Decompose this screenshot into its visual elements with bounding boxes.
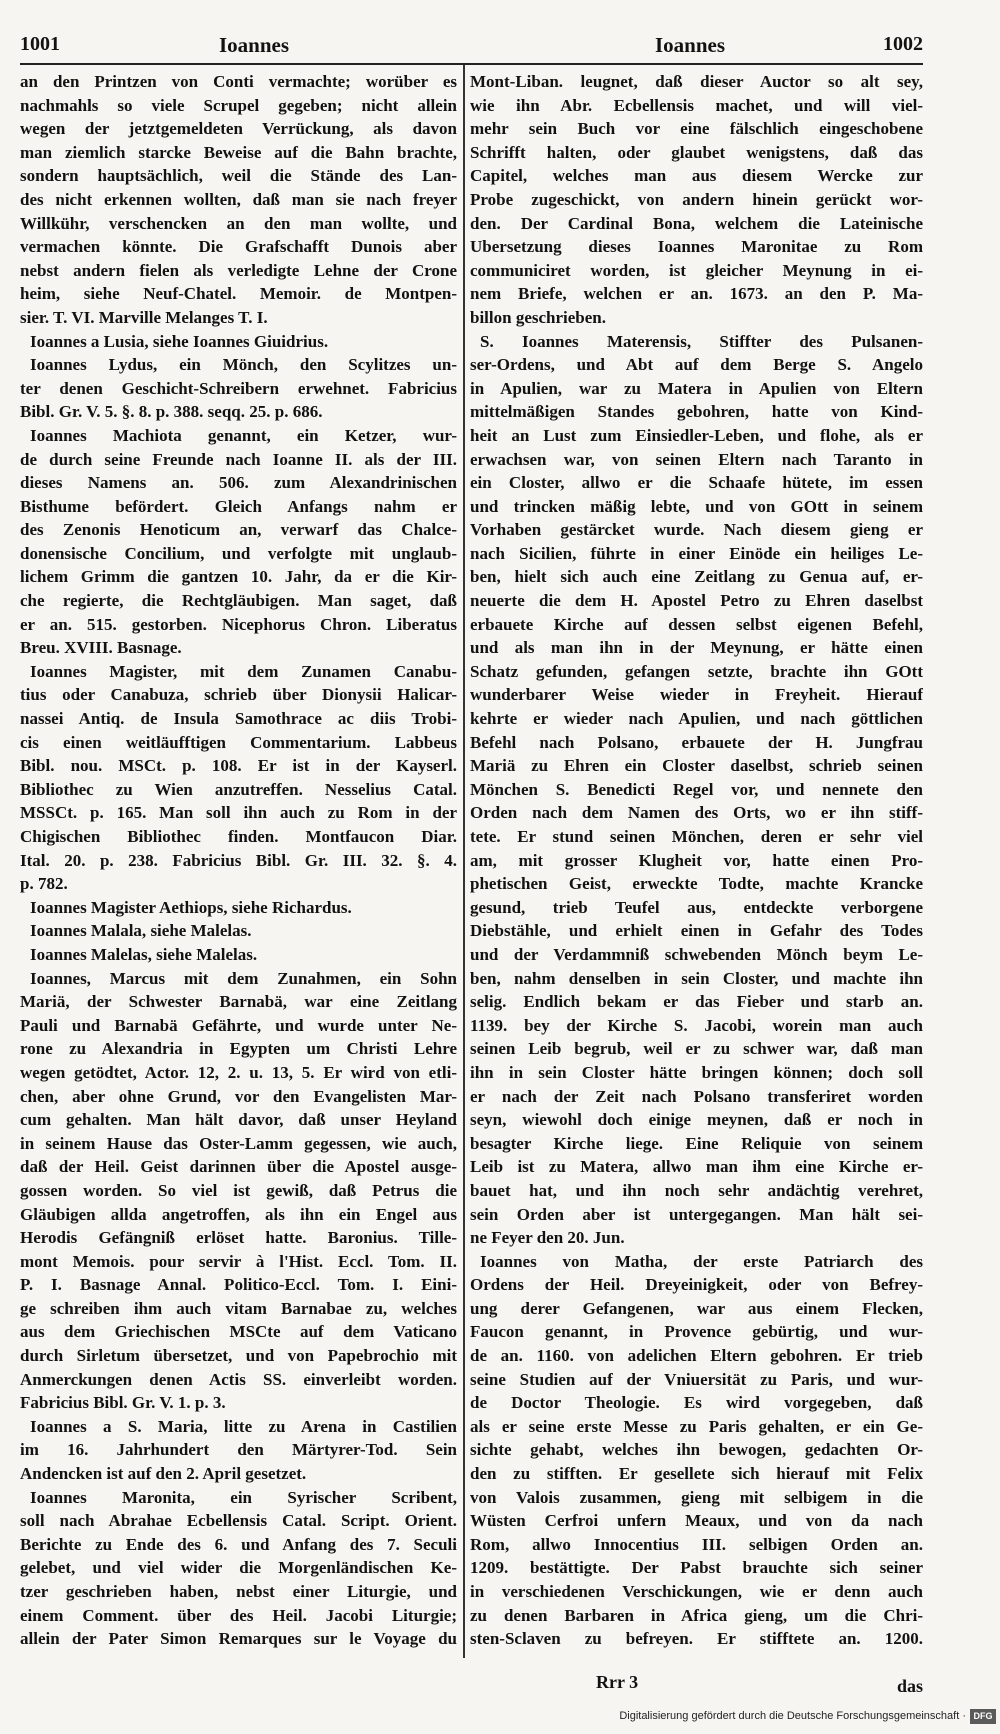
text-line: ne Feyer den 20. Jun.	[470, 1228, 625, 1248]
text-line	[470, 1250, 923, 1274]
text-line: Faucon genannt, in Provence gebürtig, und wur-	[470, 1322, 923, 1342]
text-line: in Apulien, war zu Matera in Apulien von Eltern	[470, 378, 923, 398]
text-line: tzer geschrieben haben, nebst einer Liturgie, und	[20, 1582, 457, 1601]
page-number-right: 1002	[883, 33, 923, 55]
text-line: Mont-Liban. leugnet, daß dieser Auctor so alt sey,	[470, 72, 923, 91]
text-line: neuerte die dem H. Apostel Petro zu Ehren daselbst	[470, 591, 923, 611]
text-line: de an. 1160. von adelichen Eltern gebohren. Er trieb	[470, 1346, 923, 1366]
text-line: 1209. bestättigte. Der Pabst brauchte sich seiner	[470, 1558, 923, 1578]
text-line: vermachen könnte. Die Grafschafft Dunois aber	[20, 237, 457, 257]
text-line: de Doctor Theologie. Es wird vorgegeben, daß	[470, 1393, 923, 1413]
text-line: Befehl nach Polsano, erbauete der H. Jungfrau	[470, 732, 923, 752]
text-line: Orden nach dem Namen des Orts, wo er ihn stiff-	[470, 803, 923, 823]
text-line: cum gehalten. Man hält davor, daß unser Heyland	[20, 1110, 457, 1130]
text-line: ge schreiben ihm auch vitam Barnabae zu, welches	[20, 1298, 457, 1318]
text-line: phetischen Geist, erweckte Todte, machte Krancke	[470, 874, 923, 894]
entry-text: litte zu Arena in Castilien	[207, 1416, 457, 1436]
text-line: ben, nahm denselben in sein Closter, und machte ihn	[470, 968, 923, 988]
text-line: Herodis Gefängniß erlöset hatte. Baronius. Tille-	[20, 1228, 457, 1248]
text-line: des Zenonis Henoticum an, verwarf das Chalce-	[20, 520, 457, 540]
text-line: sondern hauptsächlich, weil die Stände des Lan-	[20, 166, 457, 186]
text-line: Breu. XVIII. Basnage.	[20, 638, 182, 658]
text-line: nebst andern fielen als verledigte Lehne der Crone	[20, 260, 457, 280]
text-line: P. I. Basnage Annal. Politico-Eccl. Tom. I. Eini-	[20, 1275, 457, 1295]
text-line: heim, siehe Neuf-Chatel. Memoir. de Montpen-	[20, 284, 457, 304]
text-line: wie ihn Abr. Ecbellensis machet, und will viel-	[470, 95, 923, 115]
text-line: er nach der Zeit nach Polsano transferiret worden	[470, 1086, 923, 1106]
text-line: Fabricius Bibl. Gr. V. 1. p. 3.	[20, 1393, 226, 1413]
page-number-left: 1001	[20, 33, 60, 55]
text-line	[20, 967, 457, 991]
dfg-logo: DFG	[970, 1709, 996, 1724]
entry-headword: Ioannes Maronita,	[30, 1487, 195, 1507]
text-line: ser-Ordens, und Abt auf dem Berge S. Angelo	[470, 355, 923, 375]
text-line: Bisthume befördert. Gleich Anfangs nahm er	[20, 496, 457, 516]
text-line: Schatz gefunden, gefangen setzte, brachte ihn GOtt	[470, 661, 923, 681]
text-line	[20, 1486, 457, 1510]
text-line: nachmahls so viele Scrupel gegeben; nicht allein	[20, 95, 457, 115]
signature-mark: Rrr 3	[596, 1672, 639, 1692]
entry-text: Marcus mit dem Zunahmen, ein Sohn	[90, 968, 457, 988]
text-line: Chigischen Bibliothec finden. Montfaucon Diar.	[20, 827, 457, 846]
running-title-right: Ioannes	[654, 33, 726, 57]
text-line: Bibl. Gr. V. 5. §. 8. p. 388. seqq. 25. p. 686.	[20, 402, 323, 422]
text-line: ung derer Gefangenen, war aus einem Flecken,	[470, 1298, 923, 1318]
text-line: Schrifft halten, oder glaubet wenigstens, daß das	[470, 142, 923, 162]
entry-text: mit dem Zunamen Canabu-	[177, 661, 457, 681]
text-line: und trincken mäßig lebte, und von GOtt in seinem	[470, 496, 923, 516]
text-line: tete. Er stund seinen Mönchen, deren er sehr viel	[470, 827, 923, 846]
text-line: Willkühr, verschencken an den man wollte, und	[20, 213, 457, 233]
text-line	[20, 943, 457, 967]
text-line: dieses Namens an. 506. zum Alexandrinischen	[20, 473, 457, 493]
text-line: Diebstähle, und erhielt einen in Gefahr des Todes	[470, 921, 923, 941]
header-rule	[20, 63, 923, 65]
text-line: an den Printzen von Conti vermachte; worüber es	[20, 72, 457, 91]
text-line: gossen worden. So viel ist gewiß, daß Petrus die	[20, 1180, 457, 1200]
text-line: ein Closter, allwo er die Schaafe hütete, im essen	[470, 473, 923, 493]
entry-headword: Ioannes,	[30, 968, 91, 988]
entry-text: genannt, ein Ketzer, wur-	[181, 425, 457, 445]
text-line: seine Studien auf der Vniuersität zu Paris, und wur-	[470, 1369, 923, 1389]
text-line: er an. 515. gestorben. Nicephorus Chron. Liberatus	[20, 614, 457, 634]
text-line: durch Sirletum übersetzet, und von Papebrochio mit	[20, 1346, 457, 1366]
text-line: Capitel, welches man aus diesem Wercke zur	[470, 166, 923, 186]
text-line: bauet hat, und ihn noch sehr andächtig verehret,	[470, 1180, 923, 1200]
text-line: de durch seine Freunde nach Ioanne II. als der III.	[20, 449, 457, 469]
text-line: kehrte er wieder nach Apulien, und nach göttlichen	[470, 709, 923, 729]
text-line: wegen getödtet, Actor. 12, 2. u. 13, 5. Er wird von etli-	[20, 1062, 457, 1082]
entry-headword: Ioannes von Matha,	[480, 1251, 668, 1271]
entry-headword: Ioannes Malala,	[30, 921, 147, 941]
text-line	[470, 330, 923, 354]
text-line: besagter Kirche liege. Eine Reliquie von seinem	[470, 1133, 923, 1153]
text-line: den. Der Cardinal Bona, welchem die Lateinische	[470, 213, 923, 233]
text-line: sein Orden aber ist untergegangen. Man hält sei-	[470, 1204, 923, 1224]
text-line	[20, 919, 457, 943]
entry-text: siehe Malelas.	[146, 921, 252, 941]
entry-text: siehe Richardus.	[227, 897, 352, 917]
text-line: Vorhaben gestärcket wurde. Nach diesem gieng er	[470, 520, 923, 540]
entry-headword: Ioannes Malelas,	[30, 944, 152, 964]
text-line: nem Briefe, welchen er an. 1673. an den P. Ma-	[470, 284, 923, 304]
digitization-credit: Digitalisierung gefördert durch die Deutsche Forschungsgemeinschaft ·	[619, 1710, 966, 1722]
entry-headword: Ioannes Lydus,	[30, 355, 158, 375]
text-line: Ordens der Heil. Dreyeinigkeit, oder von Befrey-	[470, 1275, 923, 1295]
text-line: Leib ist zu Matera, allwo man ihm eine Kirche er-	[470, 1157, 923, 1177]
running-title-left: Ioannes	[218, 33, 290, 57]
text-line: lichem Grimm die gantzen 10. Jahr, da er die Kir-	[20, 567, 457, 587]
text-line: in verschiedenen Verschickungen, wie er denn auch	[470, 1582, 923, 1601]
entry-text: ein Mönch, den Scylitzes un-	[157, 355, 457, 375]
catchword: das	[896, 1676, 923, 1696]
text-line: Wüsten Cerfroi unfern Meaux, und von da nach	[470, 1511, 923, 1531]
text-line: gelebet, und viel wider die Morgenländischen Ke-	[20, 1558, 457, 1578]
text-line: Andencken ist auf den 2. April gesetzet.	[20, 1464, 307, 1484]
text-line: Berichte zu Ende des 6. und Anfang des 7. Seculi	[20, 1534, 457, 1554]
text-line: und der Verdammniß schwebenden Mönch beym Le-	[470, 944, 923, 964]
text-line: Rom, allwo Innocentius III. selbigen Orden an.	[470, 1534, 923, 1554]
text-line: che regierte, die Rechtgläubigen. Man saget, daß	[20, 591, 457, 611]
entry-headword: Ioannes Magister Aethiops,	[30, 897, 228, 917]
entry-headword: Ioannes Machiota	[30, 425, 182, 445]
text-line: sier. T. VI. Marville Melanges T. I.	[20, 307, 268, 327]
text-line: tius oder Canabuza, schrieb über Dionysii Halicar-	[20, 685, 457, 705]
text-line: wegen der jetztgemeldeten Verrückung, als davon	[20, 119, 457, 139]
text-line: und als man ihn in der Meynung, er hätte einen	[470, 638, 923, 658]
text-line: MSSCt. p. 165. Man soll ihn auch zu Rom in der	[20, 803, 457, 823]
text-line: am, mit grosser Klugheit vor, hatte einen Pro-	[470, 850, 923, 870]
text-line: nach Sicilien, führte in einer Einöde ein heiliges Le-	[470, 543, 923, 563]
text-line	[20, 660, 457, 684]
text-line: wunderbarer Weise wieder in Freyheit. Hierauf	[470, 685, 923, 705]
entry-headword: Ioannes a Lusia,	[30, 331, 149, 351]
text-line	[20, 424, 457, 448]
text-line: rone zu Alexandria in Egypten um Christi Lehre	[20, 1039, 457, 1059]
text-line: nassei Antiq. de Insula Samothrace ac diis Trobi-	[20, 709, 457, 729]
text-line: zu denen Barbaren in Africa gieng, um die Chri-	[470, 1605, 923, 1625]
text-line	[20, 330, 457, 354]
text-line: ter denen Geschicht-Schreibern erwehnet. Fabricius	[20, 378, 457, 398]
text-line: donensische Concilium, und verfolgte mit unglaub-	[20, 543, 457, 563]
entry-headword: Ioannes Magister,	[30, 661, 178, 681]
text-line: sten-Sclaven zu befreyen. Er stifftete an. 1200.	[470, 1629, 923, 1649]
text-line: Anmerckungen denen Actis SS. einverleibt worden.	[20, 1369, 457, 1389]
text-line: ihn in sein Closter hätte bringen können; doch soll	[470, 1062, 923, 1082]
entry-text: siehe Ioannes Giuidrius.	[148, 331, 329, 351]
text-line: cis einen weitläufftigen Commentarium. Labbeus	[20, 732, 457, 752]
text-line: ben, hielt sich auch eine Zeitlang zu Genua auf, er-	[470, 567, 923, 587]
right-column	[470, 70, 923, 1651]
text-line: heit an Lust zum Einsiedler-Leben, und flohe, als er	[470, 425, 923, 445]
entry-text: Stiffter des Pulsanen-	[691, 331, 923, 351]
text-line: soll nach Abrahae Ecbellensis Catal. Script. Orient.	[20, 1511, 457, 1531]
column-divider	[463, 65, 465, 1658]
text-line: p. 782.	[20, 874, 68, 894]
text-line: mittelmäßigen Standes gebohren, hatte von Kind-	[470, 402, 923, 422]
text-line: seinen Leib begrub, weil er zu schwer war, daß man	[470, 1039, 923, 1059]
text-line: den zu stifften. Er gesellete sich hierauf mit Felix	[470, 1464, 923, 1484]
entry-text: siehe Malelas.	[151, 944, 258, 964]
text-line: des nicht erkennen wollten, daß man sie nach freyer	[20, 189, 457, 209]
text-line: mehr sein Buch vor eine fälschlich eingeschobene	[470, 119, 923, 139]
text-line: 1139. bey der Kirche S. Jacobi, worein man auch	[470, 1015, 923, 1035]
text-line: im 16. Jahrhundert den Märtyrer-Tod. Sein	[20, 1440, 457, 1460]
text-line: allein der Pater Simon Remarques sur le Voyage du	[20, 1629, 457, 1649]
text-line: Bibl. nou. MSCt. p. 108. Er ist in der Kayserl.	[20, 756, 457, 776]
text-line: Gläubigen allda angetroffen, als ihn ein Engel aus	[20, 1204, 457, 1224]
entry-text: der erste Patriarch des	[667, 1251, 923, 1271]
text-line: mont Memois. pour servir à l'Hist. Eccl. Tom. II.	[20, 1251, 457, 1271]
text-line: chen, aber ohne Grund, vor den Evangelisten Mar-	[20, 1086, 457, 1106]
text-line: erwachsen war, von seinen Eltern nach Taranto in	[470, 449, 923, 469]
text-line: seyn, wiewohl doch einige meynen, daß er noch in	[470, 1110, 923, 1130]
text-line: gesund, trieb Teufel aus, entdeckte verborgene	[470, 897, 923, 917]
text-line: Mariä zu Ehren ein Closter daselbst, schrieb seinen	[470, 756, 923, 776]
text-line: Mariä, der Schwester Barnabä, war eine Zeitlang	[20, 992, 457, 1012]
text-line: selig. Endlich bekam er das Fieber und starb an.	[470, 992, 923, 1012]
text-line: Ubersetzung dieses Ioannes Maronitae zu Rom	[470, 237, 923, 257]
text-line: erbauete Kirche auf dessen selbst eigenen Befehl,	[470, 614, 923, 634]
entry-headword: Ioannes a S. Maria,	[30, 1416, 208, 1436]
text-line: sichte gehabt, welches ihn bewogen, gedachten Or-	[470, 1440, 923, 1460]
text-line	[20, 1415, 457, 1439]
text-line	[20, 353, 457, 377]
text-line: man ziemlich starcke Beweise auf die Bahn brachte,	[20, 142, 457, 162]
text-line: einem Comment. über des Heil. Jacobi Liturgie;	[20, 1605, 457, 1625]
text-line: als er seine erste Messe zu Paris gehalten, er ein Ge-	[470, 1416, 923, 1436]
text-line: billon geschrieben.	[470, 307, 607, 327]
text-line: communiciret worden, ist gleicher Meynung in ei-	[470, 260, 923, 280]
text-line: in seinem Hause das Oster-Lamm gegessen, wie auch,	[20, 1133, 457, 1153]
text-line	[20, 896, 457, 920]
text-line: Probe zugeschickt, von andern hinein gerückt wor-	[470, 189, 923, 209]
text-line: Mönchen S. Benedicti Regel vor, und nennete den	[470, 779, 923, 799]
entry-text: ein Syrischer Scribent,	[194, 1487, 457, 1507]
text-line: von Valois zusammen, gieng mit selbigem in die	[470, 1487, 923, 1507]
text-line: Pauli und Barnabä Gefährte, und wurde unter Ne-	[20, 1015, 457, 1035]
text-line: aus dem Griechischen MSCte auf dem Vaticano	[20, 1322, 457, 1342]
text-line: Ital. 20. p. 238. Fabricius Bibl. Gr. III. 32. §. 4.	[20, 850, 457, 870]
text-line: daß der Heil. Geist darinnen über die Apostel ausge-	[20, 1157, 457, 1177]
entry-headword: S. Ioannes Materensis,	[480, 331, 692, 351]
text-line: Bibliothec zu Wien anzutreffen. Nesselius Catal.	[20, 779, 457, 799]
left-column	[20, 70, 457, 1651]
